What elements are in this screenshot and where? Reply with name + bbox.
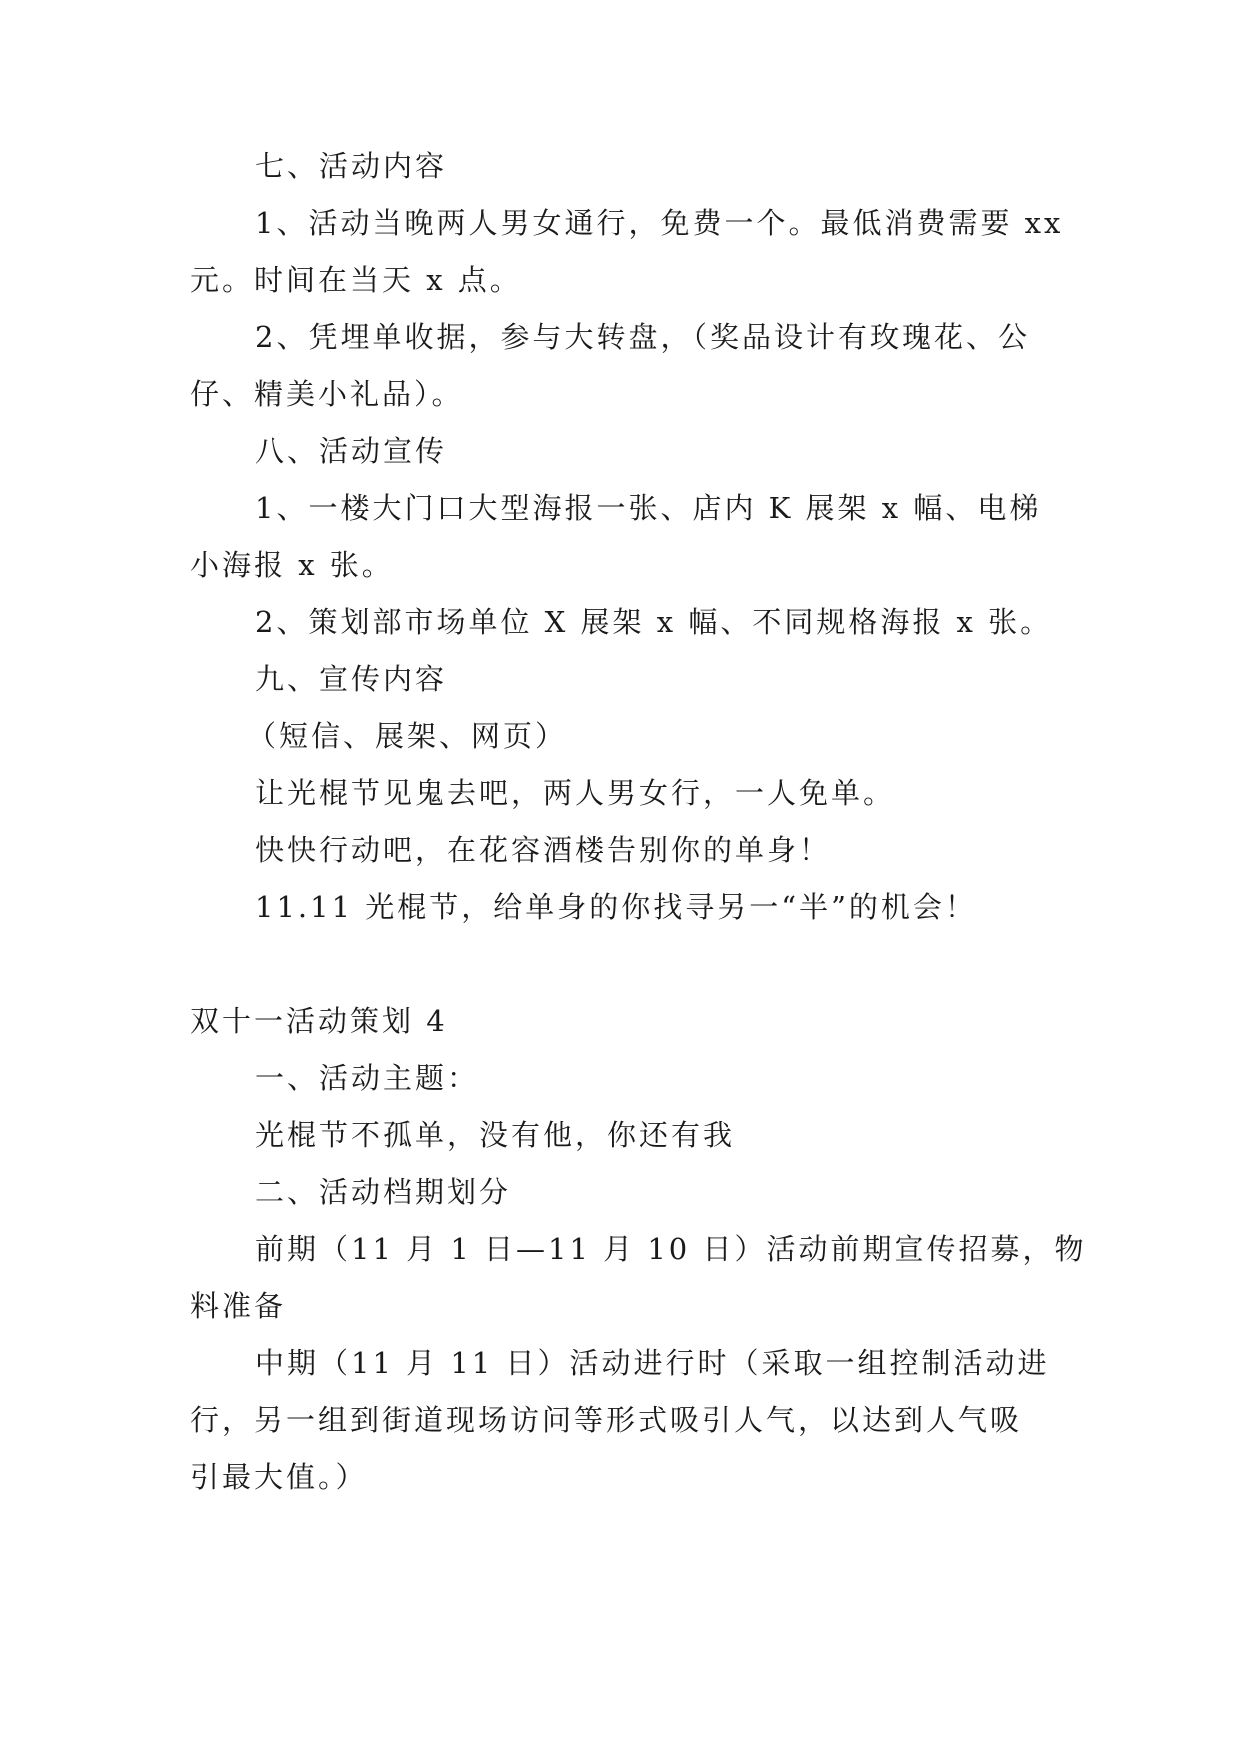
section-heading: 九、宣传内容 bbox=[255, 662, 448, 696]
section-heading: 八、活动宣传 bbox=[255, 434, 448, 468]
paragraph-line: 光棍节不孤单，没有他，你还有我 bbox=[255, 1118, 736, 1152]
paragraph-line: （短信、展架、网页） bbox=[247, 719, 568, 753]
paragraph-line: 仔、精美小礼品）。 bbox=[190, 377, 464, 411]
paragraph-line: 引最大值。） bbox=[190, 1460, 368, 1494]
paragraph-line: 让光棍节见鬼去吧，两人男女行，一人免单。 bbox=[255, 776, 896, 810]
paragraph-line: 快快行动吧，在花容酒楼告别你的单身！ bbox=[255, 833, 832, 867]
paragraph-line: 小海报 x 张。 bbox=[190, 548, 394, 582]
paragraph-line: 2、策划部市场单位 X 展架 x 幅、不同规格海报 x 张。 bbox=[255, 605, 1053, 639]
paragraph-line: 1、活动当晚两人男女通行，免费一个。最低消费需要 xx bbox=[255, 206, 1064, 240]
paragraph-line: 2、凭埋单收据，参与大转盘，（奖品设计有玫瑰花、公 bbox=[255, 320, 1030, 354]
section-heading: 七、活动内容 bbox=[255, 149, 448, 183]
section-heading: 二、活动档期划分 bbox=[255, 1175, 512, 1209]
section-heading: 一、活动主题： bbox=[255, 1061, 480, 1095]
paragraph-line: 前期（11 月 1 日—11 月 10 日）活动前期宣传招募，物 bbox=[255, 1232, 1087, 1266]
paragraph-line: 料准备 bbox=[190, 1289, 287, 1323]
paragraph-line: 中期（11 月 11 日）活动进行时（采取一组控制活动进 bbox=[255, 1346, 1050, 1380]
paragraph-line: 行，另一组到街道现场访问等形式吸引人气，以达到人气吸 bbox=[190, 1403, 1023, 1437]
document-title: 双十一活动策划 4 bbox=[190, 1004, 448, 1038]
paragraph-line: 11.11 光棍节，给单身的你找寻另一“半”的机会！ bbox=[255, 890, 977, 924]
paragraph-line: 元。时间在当天 x 点。 bbox=[190, 263, 522, 297]
paragraph-line: 1、一楼大门口大型海报一张、店内 K 展架 x 幅、电梯 bbox=[255, 491, 1042, 525]
